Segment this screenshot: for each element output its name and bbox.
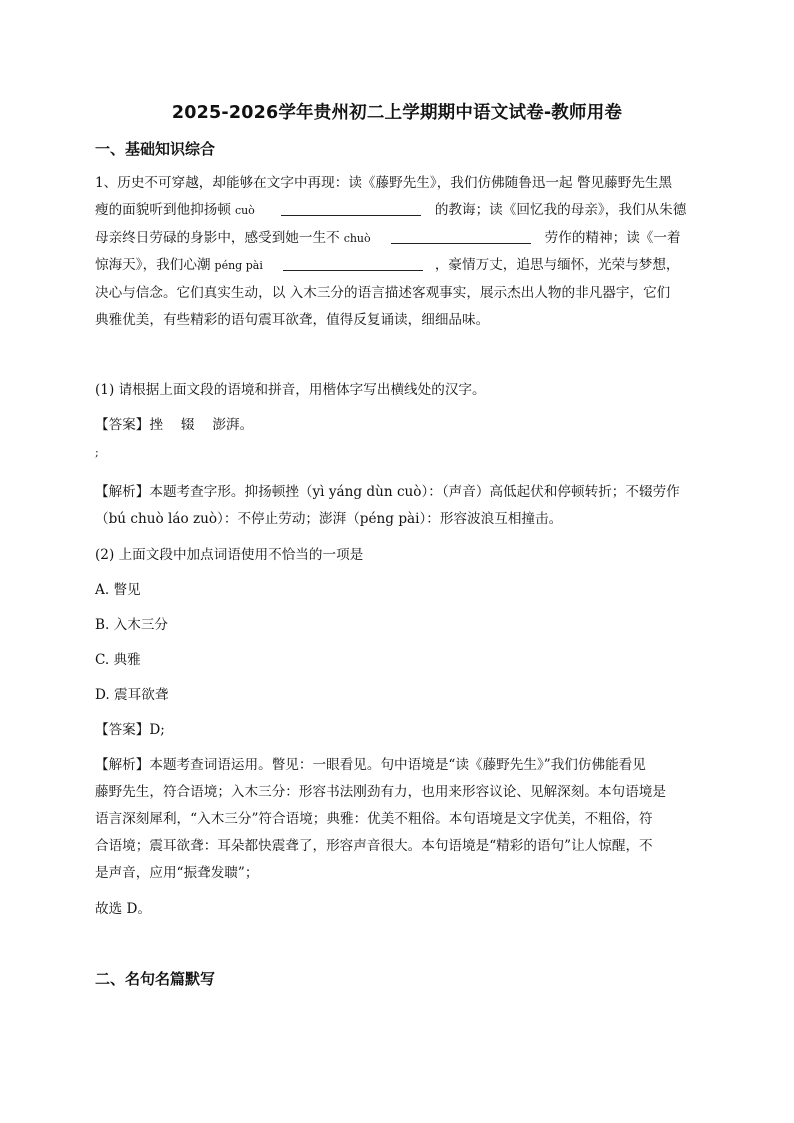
sub2-answer (95, 718, 165, 738)
stray-semicolon: ; (95, 446, 99, 459)
q1-line-5: 决心与信念。它们真实生动，以 入木三分的语言描述客观事实，展示杰出人物的非凡器宇，它们 (95, 285, 671, 301)
q1-line-1: 1、历史不可穿越，却能够在文字中再现：读《藤野先生》，我们仿佛随鲁迅一起 瞥见藤野先生黑 (95, 175, 673, 191)
section-heading-2: 二、名句名篇默写 (95, 970, 216, 988)
option-b: B. 入木三分 (95, 617, 169, 633)
analysis-label: 【解析】 (95, 757, 150, 773)
pinyin-chuo: chuò (343, 232, 371, 245)
sub2-analysis-line-3: 语言深刻犀利，“入木三分”符合语境；典雅：优美不粗俗。本句语境是文字优美，不粗俗，符 (95, 811, 653, 827)
q1-line-2 (95, 198, 686, 218)
conclusion: 故选 D。 (95, 901, 152, 917)
answer-label: 【答案】 (95, 417, 150, 433)
subquestion-1: (1) 请根据上面文段的语境和拼音，用楷体字写出横线处的汉字。 (95, 382, 486, 398)
q1-line-3 (95, 226, 681, 246)
analysis-label: 【解析】 (95, 484, 150, 500)
sub2-analysis-line-2: 藤野先生，符合语境；入木三分：形容书法刚劲有力，也用来形容议论、见解深刻。本句语境是 (95, 784, 666, 800)
pinyin-pengpai: péng pài (214, 259, 263, 272)
section-heading-1: 一、基础知识综合 (95, 140, 216, 158)
subquestion-2: (2) 上面文段中加点词语使用不恰当的一项是 (95, 547, 364, 563)
sub1-analysis-line-2: （bú chuò láo zuò）：不停止劳动；澎湃（péng pài）：形容波浪互相撞击。 (95, 511, 563, 527)
sub1-answer (95, 413, 253, 433)
q1-line-3-text-b: 劳作的精神；读《一着 (544, 230, 681, 246)
analysis-text: 本题考查词语运用。瞥见：一眼看见。句中语境是“读《藤野先生》”我们仿佛能看见 (149, 757, 646, 773)
option-c: C. 典雅 (95, 652, 141, 668)
answer-text: D; (149, 722, 165, 738)
pinyin-cuo: cuò (234, 204, 255, 217)
q1-line-2-text: 瘦的面貌听到他抑扬顿 (95, 202, 231, 218)
page-title: 2025-2026学年贵州初二上学期期中语文试卷-教师用卷 (171, 103, 623, 123)
q1-line-4-text-b: ，豪情万丈，追思与缅怀，光荣与梦想， (434, 257, 680, 273)
option-a: A. 瞥见 (95, 582, 141, 598)
option-d: D. 震耳欲聋 (95, 687, 169, 703)
q1-line-3-text: 母亲终日劳碌的身影中，感受到她一生不 (95, 230, 340, 246)
q1-line-2-text-b: 的教诲；读《回忆我的母亲》，我们从朱德 (434, 202, 687, 218)
analysis-text: 本题考查字形。抑扬顿挫（yì yáng dùn cuò）：（声音）高低起伏和停顿转折；不辍劳作 (149, 484, 680, 500)
blank-3[interactable] (283, 256, 423, 271)
blank-1[interactable] (281, 201, 421, 216)
sub2-analysis-line-4: 合语境；震耳欲聋：耳朵都快震聋了，形容声音很大。本句语境是“精彩的语句”让人惊醒，不 (95, 838, 653, 854)
q1-line-4 (95, 253, 680, 273)
sub2-analysis-line-1 (95, 753, 646, 773)
q1-line-4-text: 惊海天》，我们心潮 (95, 257, 211, 273)
answer-label: 【答案】 (95, 722, 150, 738)
sub1-analysis-line-1 (95, 480, 680, 500)
answer-text: 挫 辍 澎湃。 (149, 417, 254, 433)
sub2-analysis-line-5: 是声音，应用“振聋发聩”； (95, 865, 259, 881)
blank-2[interactable] (391, 229, 531, 244)
q1-line-6: 典雅优美，有些精彩的语句震耳欲聋，值得反复诵读，细细品味。 (95, 312, 490, 328)
